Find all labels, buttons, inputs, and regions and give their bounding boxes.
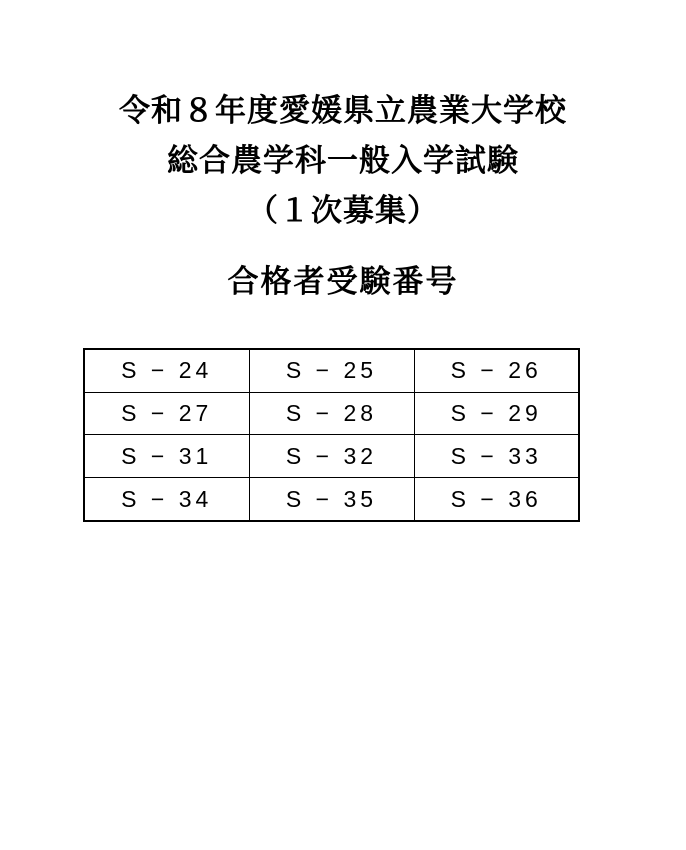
pass-numbers-table	[83, 348, 580, 522]
table-row	[84, 478, 579, 521]
exam-number-cell: S − 28	[249, 392, 414, 435]
exam-number-cell: S − 24	[84, 349, 249, 392]
table-row	[84, 392, 579, 435]
exam-number-cell: S − 26	[414, 349, 579, 392]
exam-number-cell: S − 29	[414, 392, 579, 435]
exam-number-cell: S − 31	[84, 435, 249, 478]
exam-number-cell: S − 33	[414, 435, 579, 478]
title-line-2: 総合農学科一般入学試験	[167, 143, 519, 178]
exam-number-cell: S − 27	[84, 392, 249, 435]
title-line-1: 令和８年度愛媛県立農業大学校	[119, 93, 567, 128]
exam-number-cell: S − 35	[249, 478, 414, 521]
subtitle-pass-numbers: 合格者受験番号	[227, 264, 459, 299]
exam-number-cell: S − 25	[249, 349, 414, 392]
table-row	[84, 435, 579, 478]
pass-numbers-table-body	[84, 349, 579, 521]
exam-number-cell: S − 32	[249, 435, 414, 478]
title-line-3: （１次募集）	[247, 193, 439, 228]
exam-number-cell: S − 36	[414, 478, 579, 521]
exam-number-cell: S − 34	[84, 478, 249, 521]
document-title	[0, 86, 686, 236]
table-row	[84, 349, 579, 392]
